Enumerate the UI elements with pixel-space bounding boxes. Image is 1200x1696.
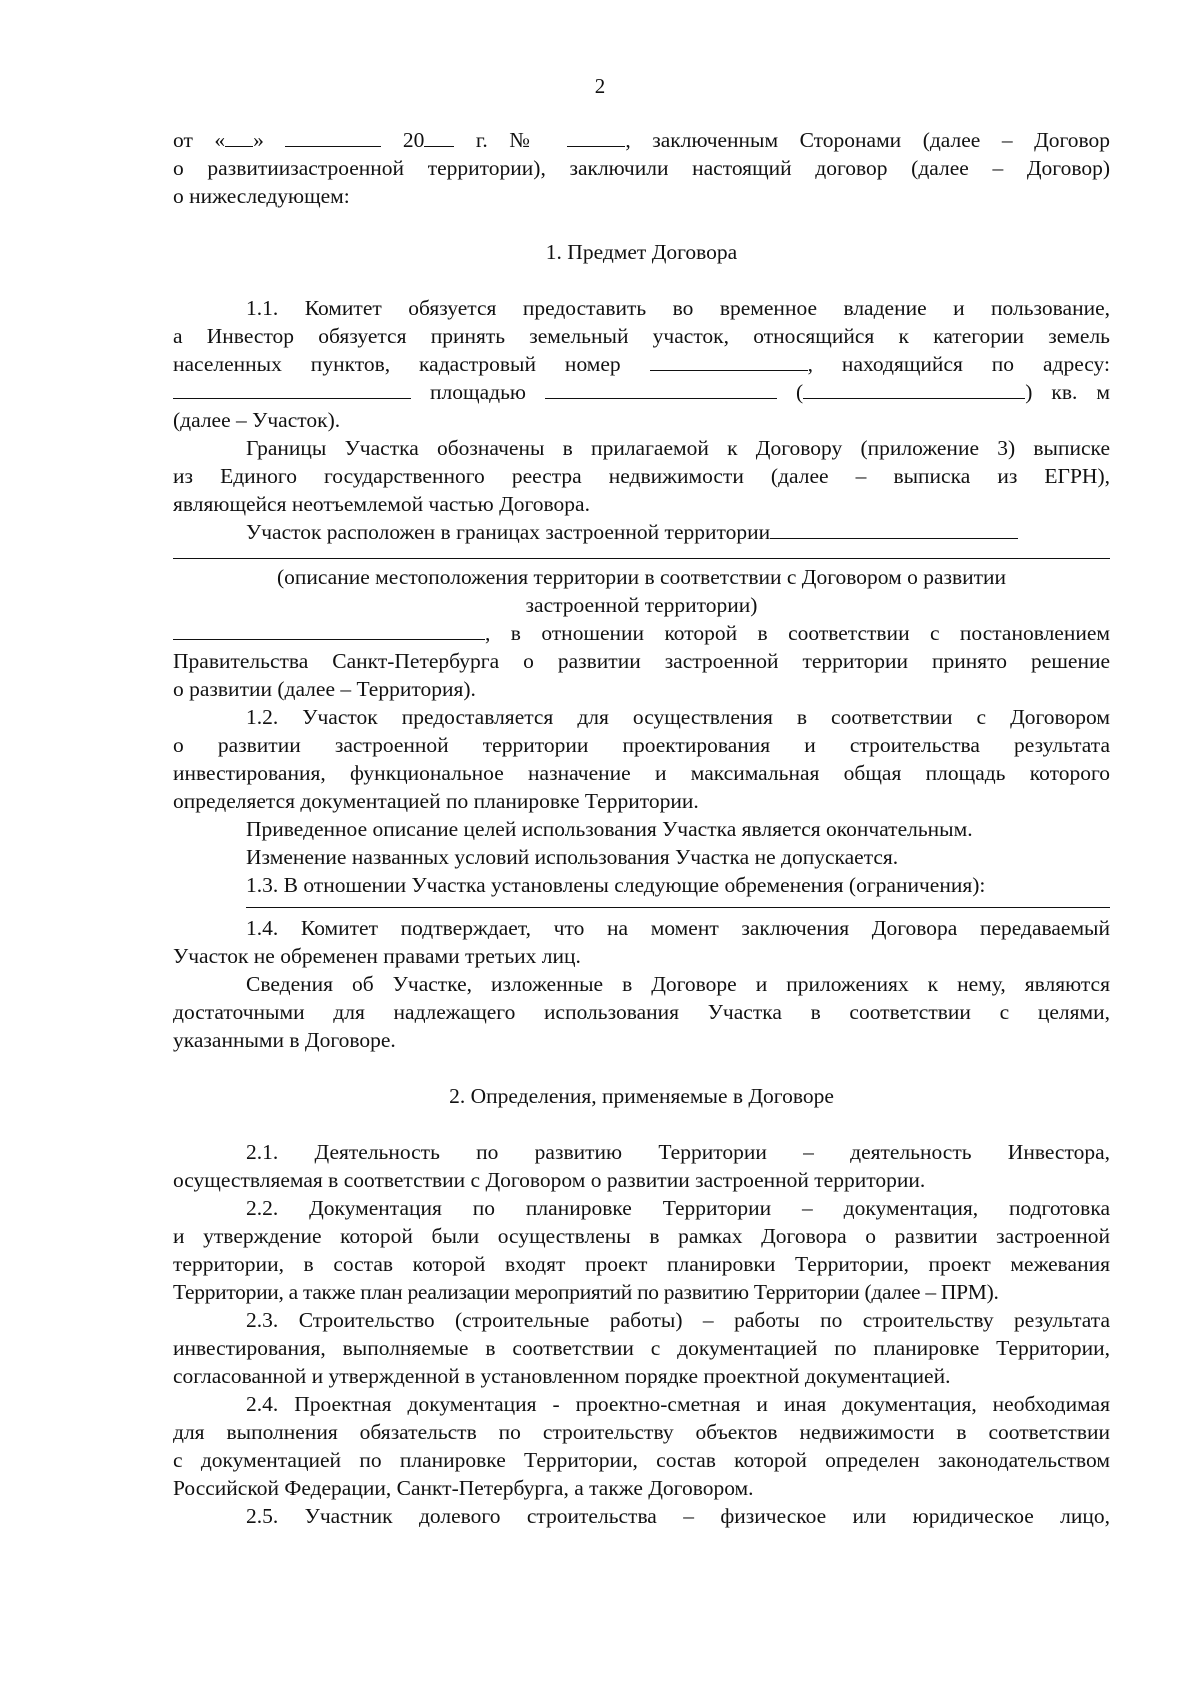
blank-day <box>225 128 253 147</box>
clause-2-4-line-c: с документацией по планировке Территории, состав которой определен законодательством <box>173 1448 1110 1472</box>
clause-2-2-line-d: Территории, а также план реализации мероприятий по развитию Территории (далее – ПРМ). <box>173 1280 999 1304</box>
boundaries-line-b: из Единого государственного реестра недвижимости (далее – выписка из ЕГРН), <box>173 464 1110 488</box>
location-line: Участок расположен в границах застроенной территории <box>173 518 1110 546</box>
clause-1-2-line-a: 1.2. Участок предоставляется для осуществления в соответствии с Договором <box>246 705 1110 729</box>
clause-1-1-line-e: (далее – Участок). <box>173 408 341 432</box>
clause-1-2-line-b: о развитии застроенной территории проектирования и строительства результата <box>173 733 1110 757</box>
clause-2-3-line-b: инвестирования, выполняемые в соответствии с документацией по планировке Территории, <box>173 1336 1110 1360</box>
clause-1-1-line-b: а Инвестор обязуется принять земельный участок, относящийся к категории земель <box>173 324 1110 348</box>
blank-number <box>567 128 625 147</box>
boundaries-line-c: являющейся неотъемлемой частью Договора. <box>173 492 590 516</box>
no-change-line: Изменение названных условий использования Участка не допускается. <box>246 845 899 869</box>
blank-territory <box>770 520 1018 539</box>
intro-line-3: о нижеследующем: <box>173 184 350 208</box>
clause-2-1-line-a: 2.1. Деятельность по развитию Территории – деятельность Инвестора, <box>246 1140 1110 1164</box>
boundaries-line-a: Границы Участка обозначены в прилагаемой к Договору (приложение 3) выписке <box>246 436 1110 460</box>
clause-1-2-line-c: инвестирования, функциональное назначение и максимальная общая площадь которого <box>173 761 1110 785</box>
intro-line-1: от « » 20 г. № , заключенным Сторонами (далее – Договор <box>173 128 1111 152</box>
clause-2-1-line-b: осуществляемая в соответствии с Договором о развитии застроенной территории. <box>173 1168 926 1192</box>
info-line-c: указанными в Договоре. <box>173 1028 396 1052</box>
info-line-b: достаточными для надлежащего использования Участка в соответствии с целями, <box>173 1000 1110 1024</box>
info-line-a: Сведения об Участке, изложенные в Договоре и приложениях к нему, являются <box>246 972 1110 996</box>
section-2-title: 2. Определения, применяемые в Договоре <box>449 1084 834 1108</box>
clause-2-4-line-d: Российской Федерации, Санкт-Петербурга, а также Договором. <box>173 1476 754 1500</box>
document-body <box>173 126 1110 1530</box>
blank-territory-continued <box>173 621 485 640</box>
blank-month <box>285 128 381 147</box>
blank-cadastral-number <box>650 352 808 371</box>
clause-1-4-line-a: 1.4. Комитет подтверждает, что на момент заключения Договора передаваемый <box>246 916 1110 940</box>
blank-year <box>424 128 454 147</box>
clause-2-3-line-a: 2.3. Строительство (строительные работы) – работы по строительству результата <box>246 1308 1110 1332</box>
clause-2-2-line-a: 2.2. Документация по планировке Территории – документация, подготовка <box>246 1196 1110 1220</box>
blank-area-words <box>803 380 1025 399</box>
intro-line-2: о развитиизастроенной территории), заключили настоящий договор (далее – Договор) <box>173 156 1110 180</box>
clause-2-4-line-b: для выполнения обязательств по строительству объектов недвижимости в соответствии <box>173 1420 1110 1444</box>
clause-2-4-line-a: 2.4. Проектная документация - проектно-сметная и иная документация, необходимая <box>246 1392 1110 1416</box>
clause-2-3-line-c: согласованной и утвержденной в установленном порядке проектной документацией. <box>173 1364 951 1388</box>
clause-1-4-line-b: Участок не обременен правами третьих лиц. <box>173 944 581 968</box>
clause-1-1-line-a: 1.1. Комитет обязуется предоставить во временное владение и пользование, <box>246 296 1110 320</box>
territory-after-line-b: Правительства Санкт-Петербурга о развитии застроенной территории принято решение <box>173 649 1110 673</box>
blank-area <box>545 380 777 399</box>
clause-1-1-line-d: площадью ( ) кв. м <box>173 378 1110 406</box>
clause-2-5-line-a: 2.5. Участник долевого строительства – физическое или юридическое лицо, <box>246 1504 1110 1528</box>
encumbrance-blank-rule <box>246 899 1110 908</box>
purpose-line: Приведенное описание целей использования Участка является окончательным. <box>246 817 973 841</box>
clause-1-2-line-d: определяется документацией по планировке Территории. <box>173 789 699 813</box>
section-1-title: 1. Предмет Договора <box>545 240 738 264</box>
page-number: 2 <box>594 74 606 98</box>
territory-caption-line-b: застроенной территории) <box>525 593 758 617</box>
clause-2-2-line-c: территории, в состав которой входят проект планировки Территории, проект межевания <box>173 1252 1110 1276</box>
territory-after-line-c: о развитии (далее – Территория). <box>173 677 476 701</box>
clause-1-1-line-c: населенных пунктов, кадастровый номер , находящийся по адресу: <box>173 352 1111 376</box>
blank-address <box>173 380 411 399</box>
territory-after-line-a: , в отношении которой в соответствии с постановлением <box>173 619 1110 647</box>
clause-2-2-line-b: и утверждение которой были осуществлены в рамках Договора о развитии застроенной <box>173 1224 1110 1248</box>
territory-description-rule <box>173 546 1110 559</box>
clause-1-3-line: 1.3. В отношении Участка установлены следующие обременения (ограничения): <box>246 873 986 897</box>
territory-caption-line-a: (описание местоположения территории в соответствии с Договором о развитии <box>276 565 1007 589</box>
